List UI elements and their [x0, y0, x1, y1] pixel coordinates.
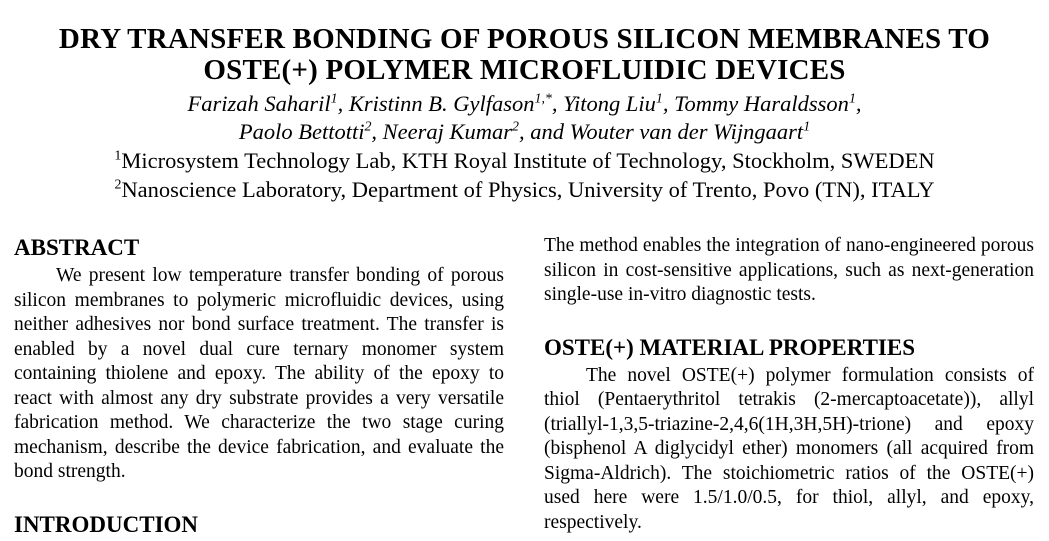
author-affiliation-marker: 1 — [848, 91, 856, 107]
material-properties-heading: OSTE(+) MATERIAL PROPERTIES — [544, 334, 915, 360]
right-column — [544, 234, 1034, 541]
abstract-continuation-paragraph: The method enables the integration of nano-engineered porous silicon in cost-sensitive applications, such as next-generation single-use in-vitro diagnostic tests. — [544, 235, 1034, 305]
affiliation-marker: 2 — [114, 177, 122, 193]
affiliation-text: Microsystem Technology Lab, KTH Royal Institute of Technology, Stockholm, SWEDEN — [121, 148, 935, 173]
author-affiliation-marker: 2 — [512, 119, 520, 135]
affiliation-marker: 1 — [114, 148, 122, 164]
material-properties-paragraph: The novel OSTE(+) polymer formulation consists of thiol (Pentaerythritol tetrakis (2-mercaptoacetate)), allyl (triallyl-1,3,5-triazine-2,4,6(1H,3H,5H)-trione) and epoxy (bisphenol A diglycidyl ether) monomers (all acquired from Sigma-Aldrich). The stoichiometric ratios of the OSTE(+) used here were 1.5/1.0/0.5, for thiol, allyl, and epoxy, respectively. — [544, 364, 1034, 533]
left-column — [14, 234, 504, 541]
two-column-body — [14, 234, 1035, 541]
author-affiliation-marker: 2 — [364, 119, 372, 135]
author-affiliation-marker: 1 — [330, 91, 338, 107]
introduction-heading: INTRODUCTION — [14, 511, 199, 537]
author-name: Farizah Saharil — [187, 91, 331, 116]
author-line: Farizah Saharil$^1$, Kristinn B. Gylfason$^{1,*}$, Yitong Liu$^1$, Tommy Haraldsson$^1$, — [187, 91, 862, 116]
author-affiliation-marker: 1 — [655, 91, 663, 107]
paper-title — [14, 24, 1035, 86]
author-name: Yitong Liu — [563, 91, 656, 116]
author-lines — [14, 90, 1035, 146]
author-name: Tommy Haraldsson — [674, 91, 849, 116]
paper-title-line-1: DRY TRANSFER BONDING OF POROUS SILICON MEMBRANES TO — [58, 23, 991, 55]
author-name: Kristinn B. Gylfason — [348, 91, 535, 116]
affiliation-line — [14, 175, 1035, 204]
author-affiliation-marker: 1,* — [534, 91, 552, 107]
paper-title-line-2: OSTE(+) POLYMER MICROFLUIDIC DEVICES — [203, 54, 846, 86]
author-line: Paolo Bettotti$^2$, Neeraj Kumar$^2$, and Wouter van der Wijngaart$^1$ — [238, 119, 811, 144]
affiliation-text: Nanoscience Laboratory, Department of Physics, University of Trento, Povo (TN), ITALY — [121, 177, 935, 202]
author-affiliation-marker: 1 — [803, 119, 811, 135]
affiliation-lines — [14, 146, 1035, 204]
author-name: Wouter van der Wijngaart — [569, 119, 804, 144]
author-name: Neeraj Kumar — [382, 119, 513, 144]
author-name: Paolo Bettotti — [238, 119, 365, 144]
abstract-heading: ABSTRACT — [14, 235, 140, 260]
abstract-paragraph: We present low temperature transfer bonding of porous silicon membranes to polymeric microfluidic devices, using neither adhesives nor bond surface treatment. The transfer is enabled by a novel dual cure ternary monomer system containing thiolene and epoxy. The ability of the epoxy to react with almost any dry substrate provides a very versatile fabrication method. We characterize the two stage curing mechanism, describe the device fabrication, and evaluate the bond strength. — [14, 265, 504, 482]
affiliation-line — [14, 146, 1035, 175]
